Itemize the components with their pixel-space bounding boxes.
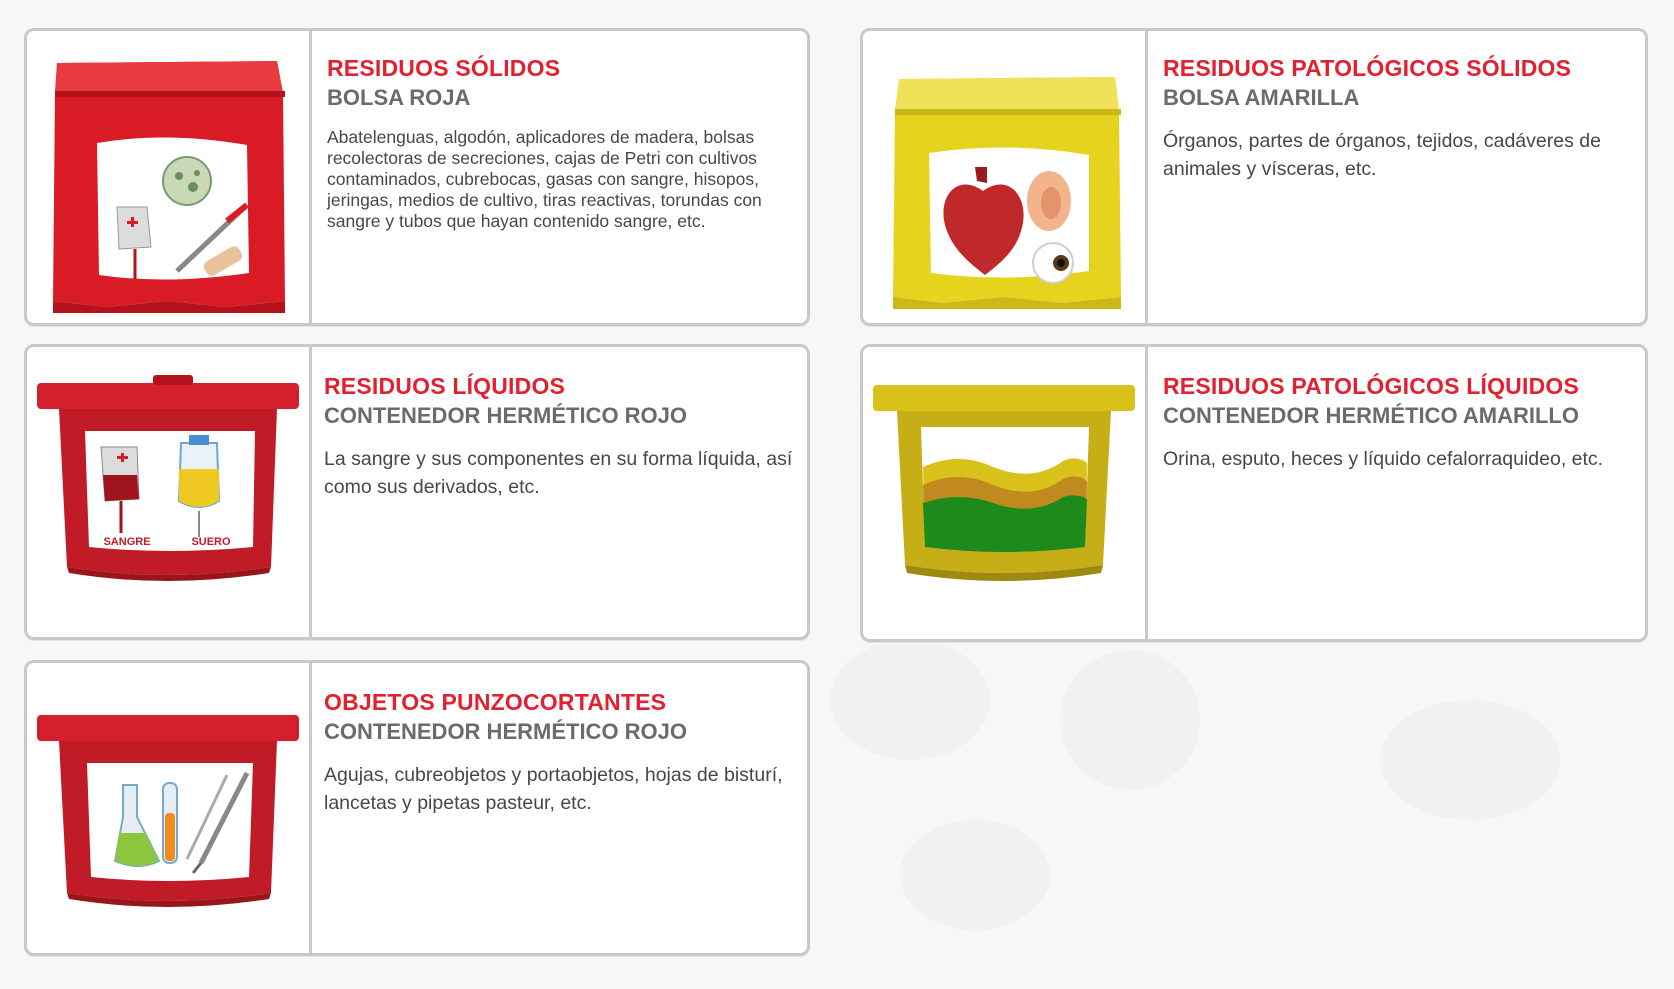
waste-card-pathological-solid <box>860 28 1648 326</box>
card-subtitle: BOLSA AMARILLA <box>1163 85 1360 110</box>
card-title: RESIDUOS SÓLIDOS <box>327 55 561 81</box>
serum-label: SUERO <box>191 536 231 548</box>
card-image-area <box>27 31 312 323</box>
card-subtitle: BOLSA ROJA <box>327 85 471 110</box>
card-title: OBJETOS PUNZOCORTANTES <box>324 689 667 715</box>
card-text <box>1163 53 1635 183</box>
card-text <box>324 687 797 817</box>
background-blob <box>830 640 990 760</box>
yellow-bag-icon <box>863 31 1145 323</box>
background-blob <box>1380 700 1560 820</box>
card-text <box>1163 371 1635 473</box>
card-image-area <box>863 31 1148 323</box>
sharps-container-icon <box>27 663 309 953</box>
card-text <box>327 53 797 232</box>
background-blob <box>900 820 1050 930</box>
waste-card-pathological-liquid <box>860 344 1648 642</box>
card-subtitle: CONTENEDOR HERMÉTICO ROJO <box>324 403 688 428</box>
yellow-container-icon <box>863 347 1145 639</box>
waste-card-solid <box>24 28 810 326</box>
card-image-area <box>27 347 312 637</box>
card-description: Agujas, cubreobjetos y portaobjetos, hojas de bisturí, lancetas y pipetas pasteur, etc. <box>324 764 783 814</box>
card-description: La sangre y sus componentes en su forma líquida, así como sus derivados, etc. <box>324 448 793 498</box>
red-container-icon <box>27 347 309 637</box>
card-text <box>324 371 797 501</box>
blood-label: SANGRE <box>103 536 151 548</box>
red-bag-icon <box>27 31 309 323</box>
card-description: Abatelenguas, algodón, aplicadores de madera, bolsas recolectoras de secreciones, cajas de Petri con cultivos contaminados, cubrebocas, gasas con sangre, hisopos, jeringas, medios de cultivo, tiras reactivas, torundas con sangre y tubos que hayan contenido sangre, etc. <box>327 127 762 231</box>
card-title: RESIDUOS LÍQUIDOS <box>324 373 566 399</box>
card-subtitle: CONTENEDOR HERMÉTICO ROJO <box>324 719 688 744</box>
card-description: Órganos, partes de órganos, tejidos, cadáveres de animales y vísceras, etc. <box>1163 130 1601 180</box>
card-description: Orina, esputo, heces y líquido cefalorraquideo, etc. <box>1163 448 1604 470</box>
waste-card-liquid <box>24 344 810 640</box>
card-image-area <box>863 347 1148 639</box>
waste-card-sharps <box>24 660 810 956</box>
card-image-area <box>27 663 312 953</box>
card-title: RESIDUOS PATOLÓGICOS LÍQUIDOS <box>1163 373 1580 399</box>
card-title: RESIDUOS PATOLÓGICOS SÓLIDOS <box>1163 55 1572 81</box>
background-blob <box>1060 650 1200 790</box>
card-subtitle: CONTENEDOR HERMÉTICO AMARILLO <box>1163 403 1579 428</box>
